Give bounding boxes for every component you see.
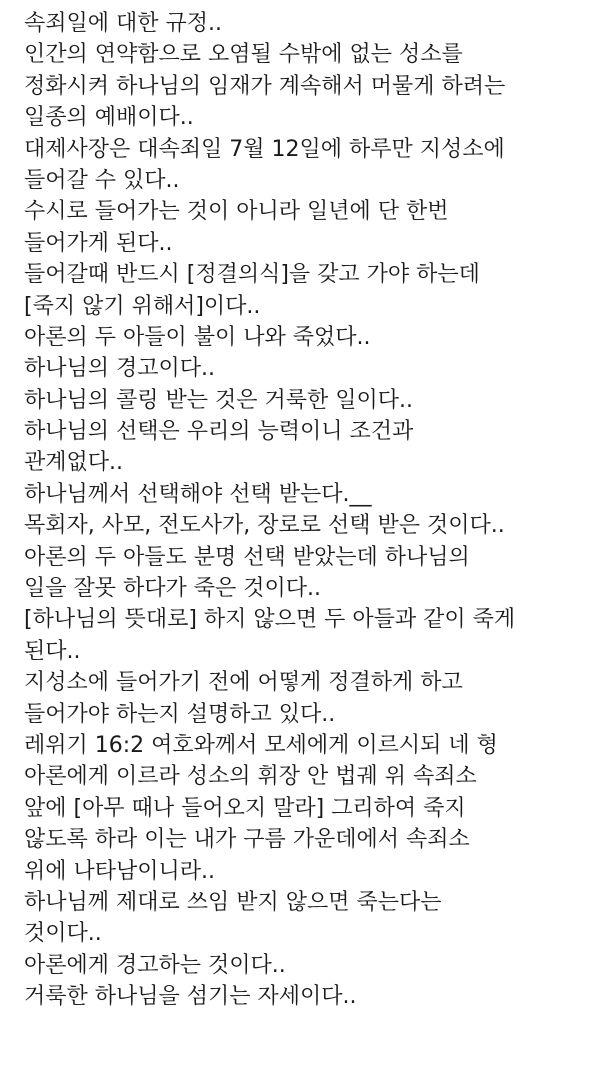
text-line: 앞에 [아무 때나 들어오지 말라] 그리하여 죽지 — [24, 795, 466, 821]
text-line: 인간의 연약함으로 오염될 수밖에 없는 성소를 — [24, 42, 463, 68]
text-line: 아론에게 이르라 성소의 휘장 안 법궤 위 속죄소 — [24, 764, 477, 790]
text-line: 아론에게 경고하는 것이다.. — [24, 952, 286, 978]
text-line: 레위기 16:2 여호와께서 모세에게 이르시되 네 형 — [24, 732, 498, 758]
text-line: 위에 나타남이니라.. — [24, 858, 215, 884]
text-line: 들어가야 하는지 설명하고 있다.. — [24, 701, 336, 727]
text-line: [죽지 않기 위해서]이다.. — [24, 293, 261, 319]
text-line: 대제사장은 대속죄일 7월 12일에 하루만 지성소에 — [24, 136, 505, 162]
text-line: 지성소에 들어가기 전에 어떻게 정결하게 하고 — [24, 670, 463, 696]
text-line: 아론의 두 아들이 불이 나와 죽었다.. — [24, 324, 371, 350]
text-line: 들어갈 수 있다.. — [24, 167, 180, 193]
text-line: 하나님의 경고이다.. — [24, 356, 215, 382]
text-line: 속죄일에 대한 규정.. — [24, 11, 222, 36]
note-text-body — [24, 8, 594, 1013]
text-line: 하나님의 콜링 받는 것은 거룩한 일이다.. — [24, 387, 413, 413]
text-line: 일을 잘못 하다가 죽은 것이다.. — [24, 576, 321, 602]
text-line: 수시로 들어가는 것이 아니라 일년에 단 한번 — [24, 199, 449, 225]
text-line: 않도록 하라 이는 내가 구름 가운데에서 속죄소 — [24, 827, 470, 853]
text-line: 하나님의 선택은 우리의 능력이니 조건과 — [24, 419, 414, 445]
text-line: 들어가게 된다.. — [24, 230, 173, 256]
text-line: 된다.. — [24, 638, 81, 664]
text-line: 하나님께서 선택해야 선택 받는다.__ — [24, 481, 372, 507]
text-line: 정화시켜 하나님의 임재가 계속해서 머물게 하려는 — [24, 73, 506, 99]
text-line: 하나님께 제대로 쓰임 받지 않으면 죽는다는 — [24, 889, 442, 915]
text-line: 목회자, 사모, 전도사가, 장로로 선택 받은 것이다.. — [24, 513, 505, 539]
text-line: 것이다.. — [24, 921, 102, 947]
text-line: [하나님의 뜻대로] 하지 않으면 두 아들과 같이 죽게 — [24, 607, 516, 633]
text-line: 아론의 두 아들도 분명 선택 받았는데 하나님의 — [24, 544, 470, 570]
text-line: 들어갈때 반드시 [정결의식]을 갖고 가야 하는데 — [24, 262, 480, 288]
text-line: 일종의 예배이다.. — [24, 105, 194, 131]
text-line: 거룩한 하나님을 섬기는 자세이다.. — [24, 984, 357, 1010]
text-line: 관계없다.. — [24, 450, 123, 476]
